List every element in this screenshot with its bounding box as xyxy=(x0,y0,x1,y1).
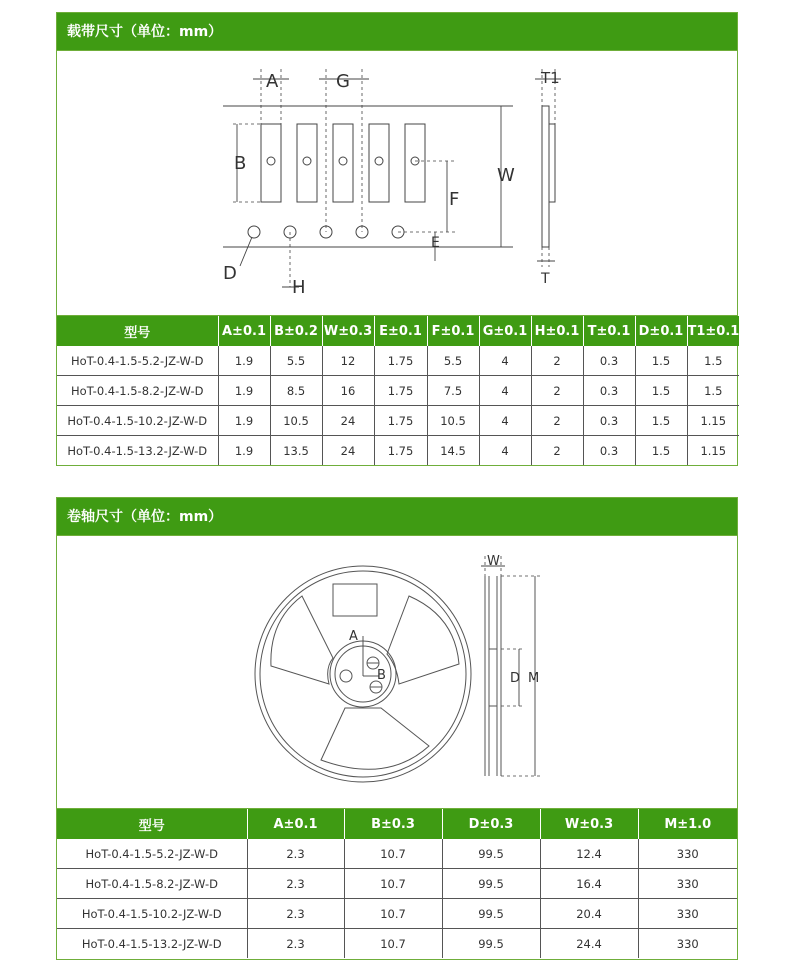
cell: 2 xyxy=(531,346,583,376)
col-header-A: A±0.1 xyxy=(247,809,344,839)
dim-label-E: E xyxy=(431,235,440,251)
dim-label-T1: T1 xyxy=(541,69,560,87)
cell: 10.5 xyxy=(270,406,322,436)
reel-section xyxy=(56,497,738,960)
cell: 8.5 xyxy=(270,376,322,406)
cell: 20.4 xyxy=(540,899,638,929)
dim-label-W: W xyxy=(497,165,515,186)
cell-model: HoT-0.4-1.5-8.2-JZ-W-D xyxy=(57,869,247,899)
cell: 12.4 xyxy=(540,839,638,869)
dim-label-D: D xyxy=(223,263,237,284)
col-header-T1: T1±0.1 xyxy=(687,316,739,346)
col-header-M: M±1.0 xyxy=(638,809,737,839)
cell: 1.75 xyxy=(374,406,427,436)
table-header-row xyxy=(57,809,737,839)
col-header-D: D±0.1 xyxy=(635,316,687,346)
dim-label-F: F xyxy=(449,189,460,210)
cell-model: HoT-0.4-1.5-13.2-JZ-W-D xyxy=(57,929,247,959)
cell: 4 xyxy=(479,346,531,376)
cell: 1.9 xyxy=(218,376,270,406)
cell: 99.5 xyxy=(442,929,540,959)
reel-label-B: B xyxy=(377,668,386,683)
col-header-A: A±0.1 xyxy=(218,316,270,346)
cell: 10.7 xyxy=(344,839,442,869)
cell: 1.9 xyxy=(218,406,270,436)
cell: 4 xyxy=(479,406,531,436)
dim-label-A: A xyxy=(266,71,279,92)
table-row xyxy=(57,346,739,376)
col-header-B: B±0.3 xyxy=(344,809,442,839)
cell: 16 xyxy=(322,376,374,406)
cell: 24 xyxy=(322,436,374,466)
cell: 16.4 xyxy=(540,869,638,899)
cell-model: HoT-0.4-1.5-10.2-JZ-W-D xyxy=(57,406,218,436)
cell: 1.5 xyxy=(635,436,687,466)
cell: 24 xyxy=(322,406,374,436)
cell: 330 xyxy=(676,936,699,951)
cell: 99.5 xyxy=(442,839,540,869)
cell-model: HoT-0.4-1.5-10.2-JZ-W-D xyxy=(57,899,247,929)
cell: 4 xyxy=(479,436,531,466)
col-header-model: 型号 xyxy=(57,316,218,346)
cell: 7.5 xyxy=(427,376,479,406)
cell-model: HoT-0.4-1.5-13.2-JZ-W-D xyxy=(57,436,218,466)
cell: 330 xyxy=(638,869,737,899)
dim-label-G: G xyxy=(336,71,350,92)
cell: 1.75 xyxy=(374,346,427,376)
cell: 13.5 xyxy=(270,436,322,466)
cell: 99.5 xyxy=(442,869,540,899)
cell: 99.5 xyxy=(442,899,540,929)
col-header-T: T±0.1 xyxy=(583,316,635,346)
table-row xyxy=(57,376,739,406)
table-row xyxy=(57,929,737,959)
cell: 2.3 xyxy=(247,869,344,899)
dim-label-B: B xyxy=(234,153,247,174)
table-row xyxy=(57,406,739,436)
cell: 1.75 xyxy=(374,376,427,406)
tape-diagram xyxy=(57,51,737,316)
table-row xyxy=(57,436,739,466)
cell: 5.5 xyxy=(270,346,322,376)
tape-section-title: 载带尺寸（单位：mm） xyxy=(57,13,737,51)
cell: 24.4 xyxy=(540,929,638,959)
reel-diagram xyxy=(57,536,737,809)
cell: 4 xyxy=(479,376,531,406)
col-header-W: W±0.3 xyxy=(540,809,638,839)
cell: 1.5 xyxy=(687,376,739,406)
dim-label-H: H xyxy=(292,277,306,298)
cell: 330 xyxy=(638,899,737,929)
dim-label-T: T xyxy=(541,271,550,287)
cell: 1.75 xyxy=(374,436,427,466)
cell: 10.7 xyxy=(344,929,442,959)
cell-model: HoT-0.4-1.5-5.2-JZ-W-D xyxy=(57,346,218,376)
cell: 1.5 xyxy=(687,346,739,376)
cell-model: HoT-0.4-1.5-8.2-JZ-W-D xyxy=(57,376,218,406)
table-row xyxy=(57,869,737,899)
reel-label-D: D xyxy=(510,671,521,686)
cell: 1.9 xyxy=(218,436,270,466)
reel-label-A: A xyxy=(349,629,358,644)
reel-section-title: 卷轴尺寸（单位：mm） xyxy=(57,498,737,536)
table-row xyxy=(57,899,737,929)
col-header-model: 型号 xyxy=(57,809,247,839)
cell: 2 xyxy=(531,376,583,406)
cell: 2.3 xyxy=(247,929,344,959)
col-header-B: B±0.2 xyxy=(270,316,322,346)
cell: 5.5 xyxy=(427,346,479,376)
col-header-D: D±0.3 xyxy=(442,809,540,839)
tape-section xyxy=(56,12,738,466)
reel-drawing xyxy=(57,536,737,808)
tape-spec-table xyxy=(57,316,739,465)
cell: 2 xyxy=(531,406,583,436)
cell: 2.3 xyxy=(247,899,344,929)
col-header-G: G±0.1 xyxy=(479,316,531,346)
cell: 10.5 xyxy=(427,406,479,436)
cell: 1.9 xyxy=(218,346,270,376)
cell: 1.15 xyxy=(687,406,739,436)
col-header-H: H±0.1 xyxy=(531,316,583,346)
reel-label-W: W xyxy=(487,554,500,569)
reel-label-M: M xyxy=(528,671,540,686)
cell: 10.7 xyxy=(344,869,442,899)
col-header-E: E±0.1 xyxy=(374,316,427,346)
cell: 330 xyxy=(638,839,737,869)
cell: 14.5 xyxy=(427,436,479,466)
tape-drawing xyxy=(57,51,737,315)
cell: 12 xyxy=(322,346,374,376)
cell: 0.3 xyxy=(583,346,635,376)
col-header-W: W±0.3 xyxy=(322,316,374,346)
cell: 10.7 xyxy=(344,899,442,929)
cell: 1.15 xyxy=(700,443,727,458)
cell-model: HoT-0.4-1.5-5.2-JZ-W-D xyxy=(57,839,247,869)
cell: 0.3 xyxy=(583,436,635,466)
cell: 2 xyxy=(531,436,583,466)
col-header-F: F±0.1 xyxy=(427,316,479,346)
cell: 0.3 xyxy=(583,376,635,406)
cell: 1.5 xyxy=(635,406,687,436)
table-header-row xyxy=(57,316,739,346)
cell: 1.5 xyxy=(635,376,687,406)
cell: 0.3 xyxy=(583,406,635,436)
cell: 2.3 xyxy=(247,839,344,869)
table-row xyxy=(57,839,737,869)
cell: 1.5 xyxy=(635,346,687,376)
reel-spec-table xyxy=(57,809,737,958)
